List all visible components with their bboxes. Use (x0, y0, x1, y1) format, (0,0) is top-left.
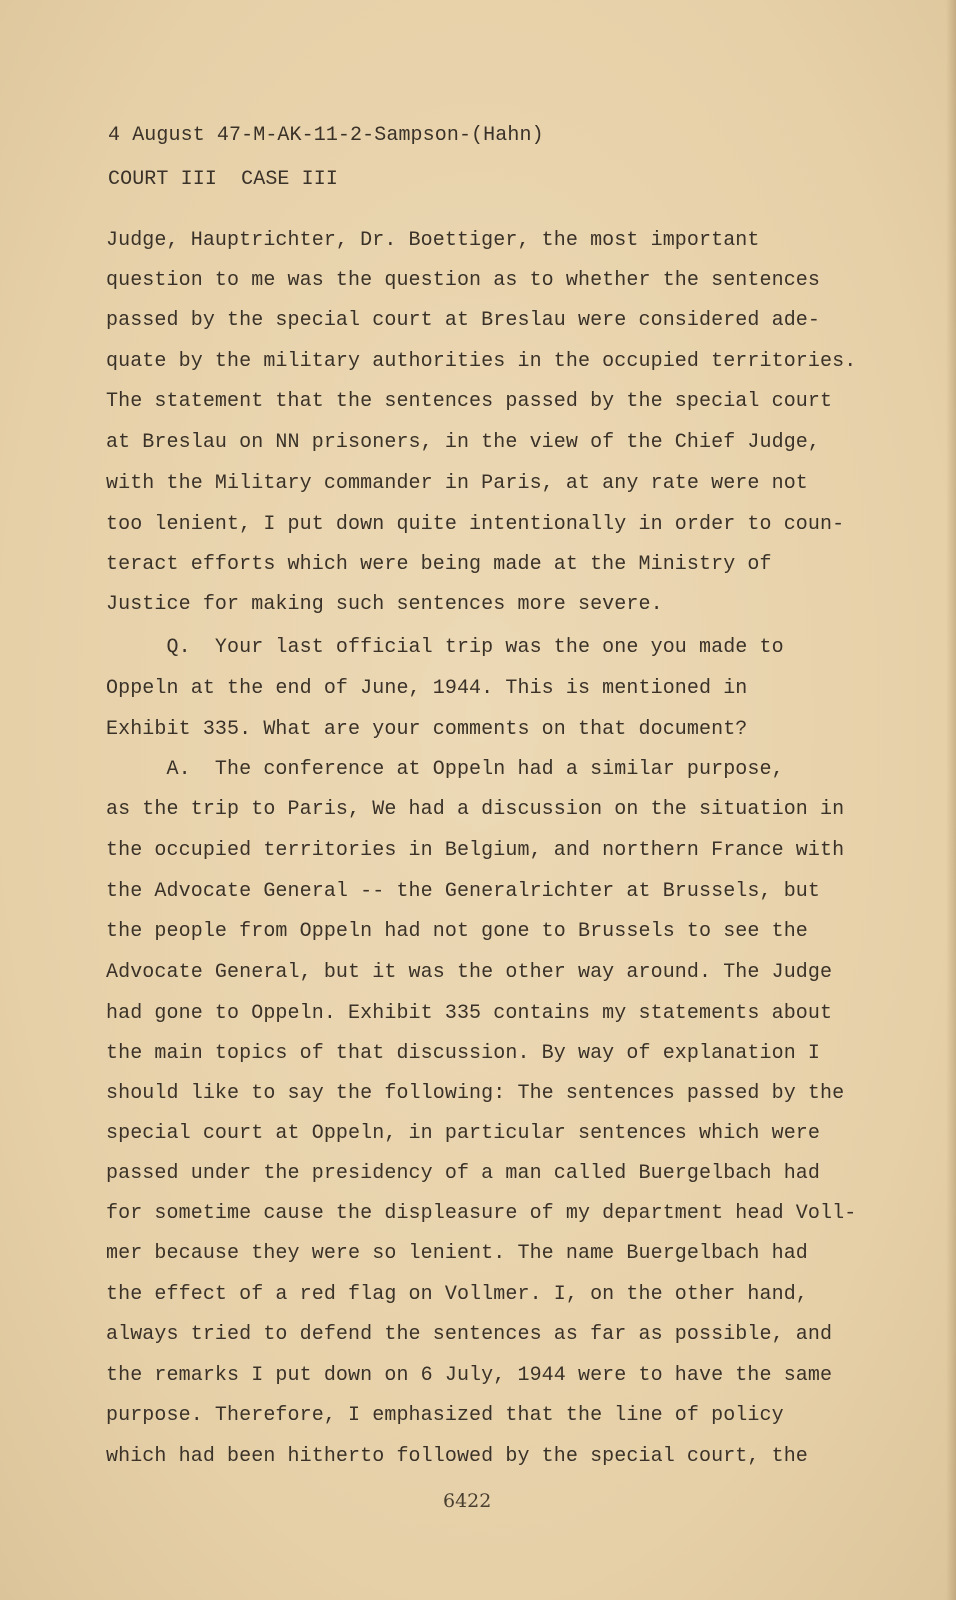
text-line: passed under the presidency of a man called Buergelbach had (106, 1162, 821, 1185)
text-line: too lenient, I put down quite intentionally in order to coun- (106, 513, 845, 536)
text-line: as the trip to Paris, We had a discussion on the situation in (106, 798, 845, 821)
text-line: the effect of a red flag on Vollmer. I, on the other hand, (106, 1283, 808, 1306)
text-line: with the Military commander in Paris, at any rate were not (106, 472, 808, 495)
text-line: which had been hitherto followed by the special court, the (106, 1445, 808, 1468)
text-line: should like to say the following: The sentences passed by the (106, 1082, 845, 1105)
text-line: quate by the military authorities in the occupied territories. (106, 350, 857, 373)
text-line: the people from Oppeln had not gone to Brussels to see the (106, 920, 808, 943)
text-line: for sometime cause the displeasure of my department head Voll- (106, 1202, 857, 1225)
text-line: teract efforts which were being made at the Ministry of (106, 553, 772, 576)
text-line: the remarks I put down on 6 July, 1944 were to have the same (106, 1364, 833, 1387)
text-line: purpose. Therefore, I emphasized that the line of policy (106, 1404, 784, 1427)
text-line: always tried to defend the sentences as far as possible, and (106, 1323, 833, 1346)
text-line: at Breslau on NN prisoners, in the view of the Chief Judge, (106, 431, 821, 454)
header-line-1: 4 August 47-M-AK-11-2-Sampson-(Hahn) (108, 124, 544, 147)
text-line: mer because they were so lenient. The name Buergelbach had (106, 1242, 808, 1265)
header-line-2: COURT III CASE III (108, 168, 338, 191)
text-line: The statement that the sentences passed by the special court (106, 390, 833, 413)
text-line: the main topics of that discussion. By way of explanation I (106, 1042, 821, 1065)
text-line: Advocate General, but it was the other way around. The Judge (106, 961, 833, 984)
text-line: Oppeln at the end of June, 1944. This is mentioned in (106, 677, 748, 700)
text-line: special court at Oppeln, in particular sentences which were (106, 1122, 821, 1145)
page-number: 6422 (443, 1490, 492, 1512)
text-line: the Advocate General -- the Generalrichter at Brussels, but (106, 880, 821, 903)
text-line: Justice for making such sentences more severe. (106, 593, 663, 616)
text-line: question to me was the question as to whether the sentences (106, 269, 821, 292)
text-line: passed by the special court at Breslau were considered ade- (106, 309, 821, 332)
text-line: the occupied territories in Belgium, and northern France with (106, 839, 845, 862)
text-line: Exhibit 335. What are your comments on that document? (106, 718, 748, 741)
text-line: had gone to Oppeln. Exhibit 335 contains my statements about (106, 1002, 833, 1025)
text-line: Judge, Hauptrichter, Dr. Boettiger, the most important (106, 229, 760, 252)
text-line: Q. Your last official trip was the one you made to (106, 636, 784, 659)
page-edge-shadow (946, 0, 956, 1600)
text-line: A. The conference at Oppeln had a similar purpose, (106, 758, 784, 781)
